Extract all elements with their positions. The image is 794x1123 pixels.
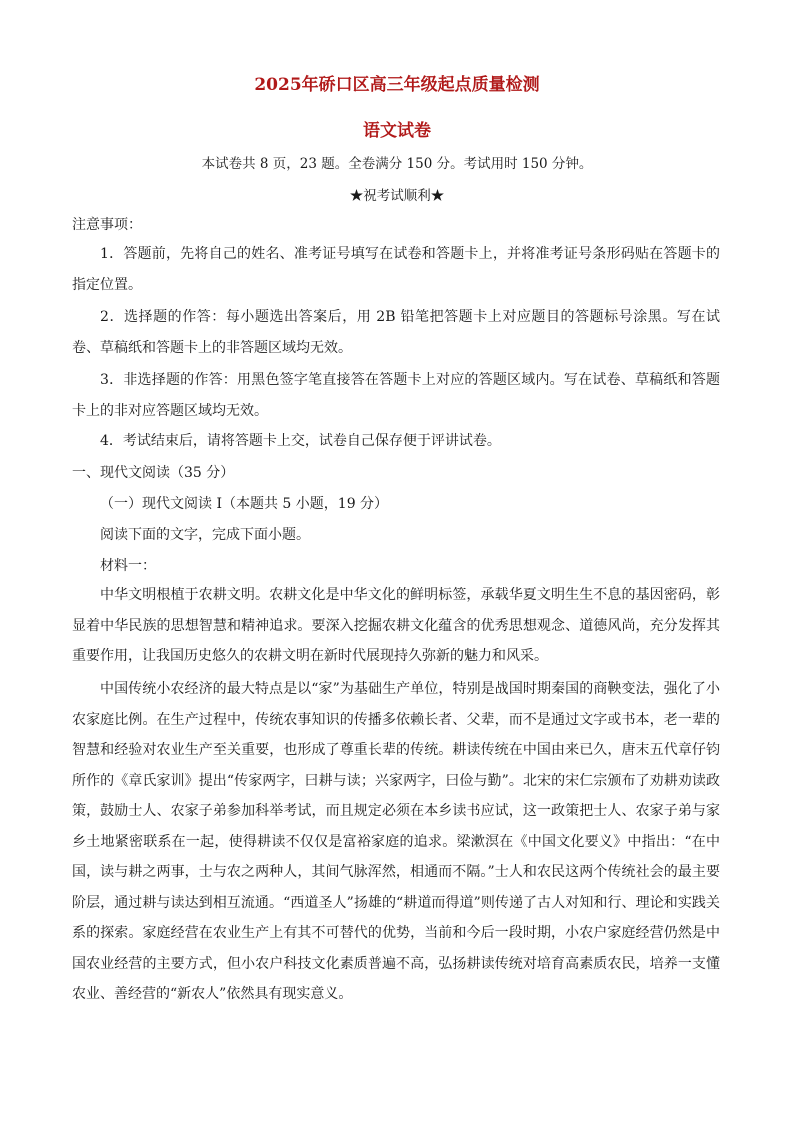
section-subheading: （一）现代文阅读 I（本题共 5 小题，19 分）: [100, 496, 389, 512]
note-item-3: 3．非选择题的作答：用黑色签字笔直接答在答题卡上对应的答题区域内。写在试卷、草稿纸和答题卡上的非对应答题区域均无效。: [72, 372, 720, 419]
material-paragraph-1: 中华文明根植于农耕文明。农耕文化是中华文化的鲜明标签，承载华夏文明生生不息的基因密码，彰显着中华民族的思想智慧和精神追求。要深入挖掘农耕文化蕴含的优秀思想观念、道德风尚，充分发挥其重要作用，让我国历史悠久的农耕文明在新时代展现持久弥新的魅力和风采。: [72, 587, 720, 664]
notes-heading: 注意事项：: [72, 217, 142, 233]
material-paragraph-2: 中国传统小农经济的最大特点是以“家”为基础生产单位，特别是战国时期秦国的商鞅变法，强化了小农家庭比例。在生产过程中，传统农事知识的传播多依赖长者、父辈，而不是通过文字或书本，老一辈的智慧和经验对农业生产至关重要，也形成了尊重长辈的传统。耕读传统在中国由来已久，唐末五代章仔钧所作的《章氏家训》提出“传家两字，曰耕与读；兴家两字，曰俭与勤”。北宋的宋仁宗颁布了劝耕劝读政策，鼓励士人、农家子弟参加科举考试，而且规定必须在本乡读书应试，这一政策把士人、农家子弟与家乡土地紧密联系在一起，使得耕读不仅仅是富裕家庭的追求。梁漱溟在《中国文化要义》中指出：“在中国，读与耕之两事，士与农之两种人，其间气脉浑然，相通而不隔。”士人和农民这两个传统社会的最主要阶层，通过耕与读达到相互流通。“西道圣人”扬雄的“耕道而得道”则传递了古人对知和行、理论和实践关系的探索。家庭经营在农业生产上有其不可替代的优势，当前和今后一段时期，小农户家庭经营仍然是中国农业经营的主要方式，但小农户科技文化素质普遍不高，弘扬耕读传统对培育高素质农民，培养一支懂农业、善经营的“新农人”依然具有现实意义。: [72, 681, 720, 1002]
reading-instruction: 阅读下面的文字，完成下面小题。: [100, 527, 310, 543]
exam-title: 2025年硚口区高三年级起点质量检测: [254, 75, 540, 95]
exam-subtitle: 语文试卷: [363, 121, 431, 141]
note-item-1: 1．答题前，先将自己的姓名、准考证号填写在试卷和答题卡上，并将准考证号条形码贴在答题卡的指定位置。: [72, 246, 720, 293]
exam-wish: ★祝考试顺利★: [349, 188, 445, 204]
material-label: 材料一：: [100, 558, 156, 574]
note-item-2: 2．选择题的作答：每小题选出答案后，用 2B 铅笔把答题卡上对应题目的答题标号涂黑。写在试卷、草稿纸和答题卡上的非答题区域均无效。: [72, 309, 720, 356]
section-heading: 一、现代文阅读（35 分）: [72, 465, 235, 481]
note-item-4: 4．考试结束后，请将答题卡上交，试卷自己保存便于评讲试卷。: [100, 433, 501, 449]
exam-info: 本试卷共 8 页，23 题。全卷满分 150 分。考试用时 150 分钟。: [201, 156, 593, 172]
